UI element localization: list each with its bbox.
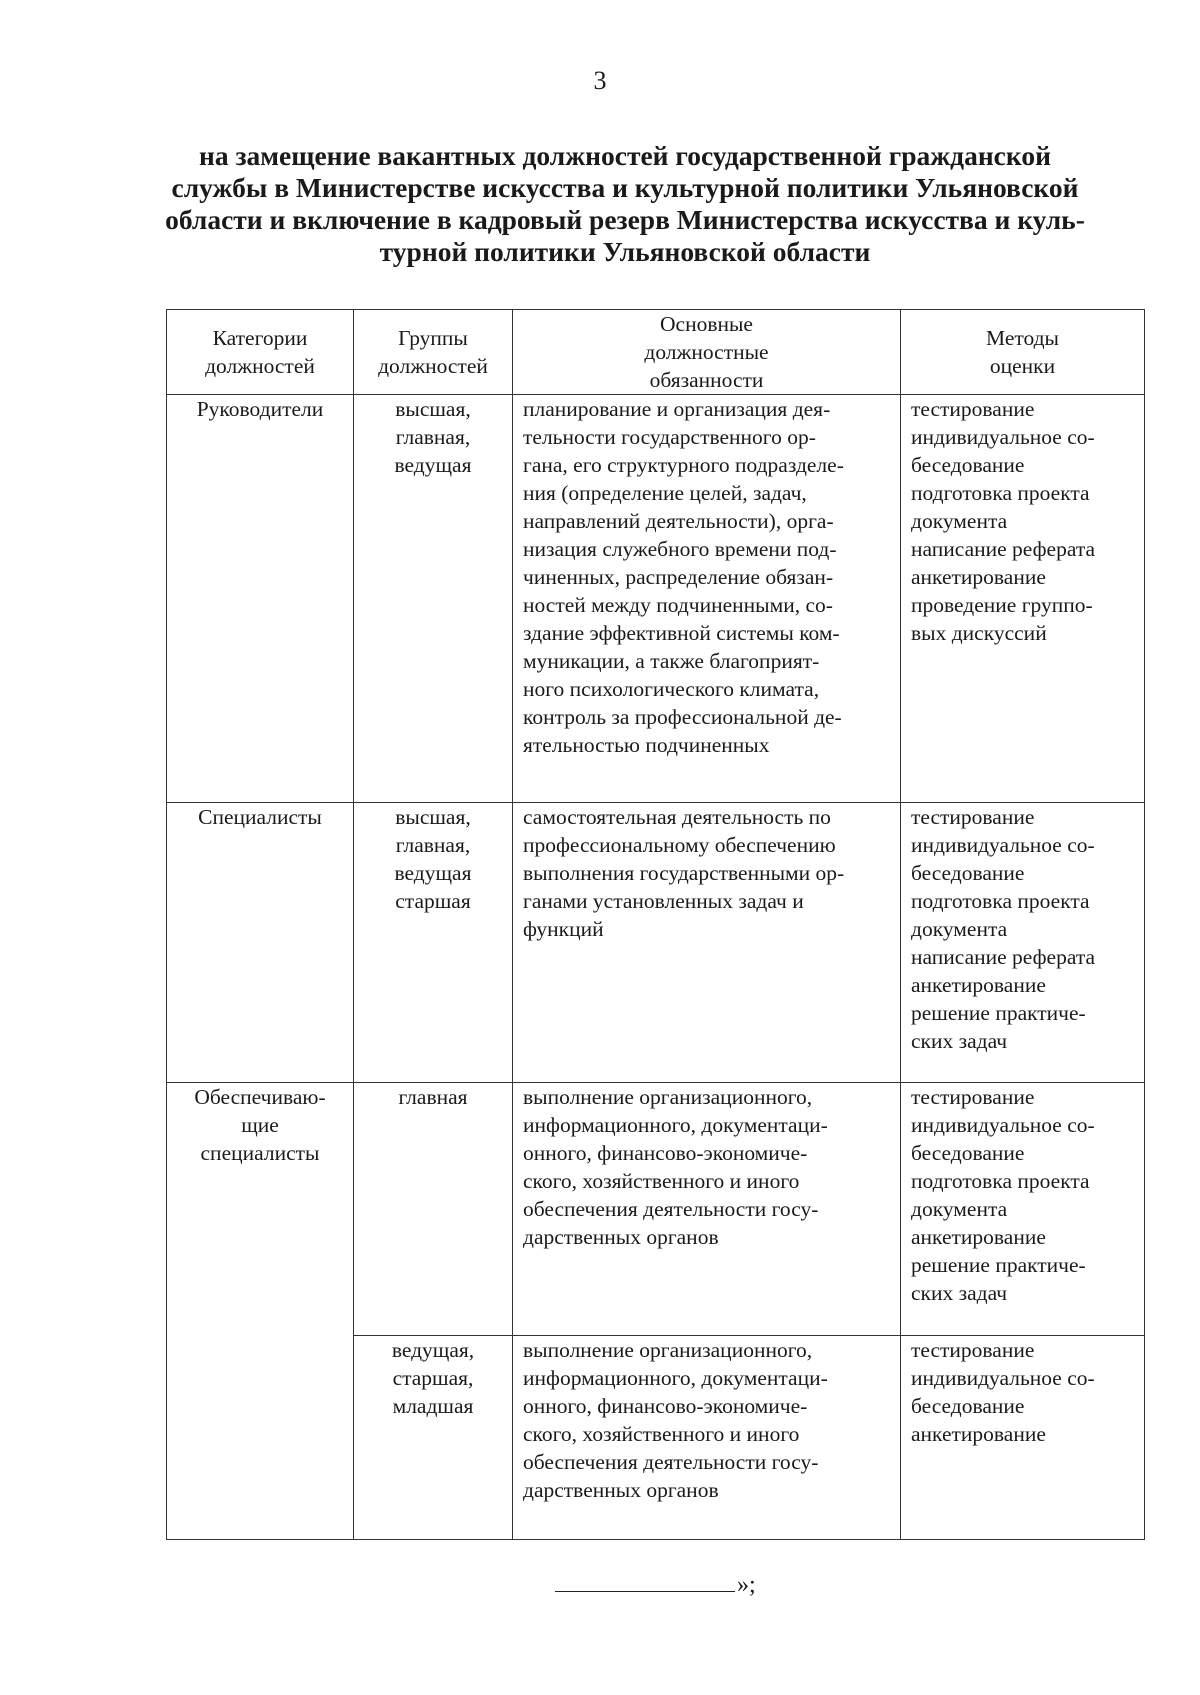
cell-text: тестирование <box>911 805 1035 829</box>
cell-text: подготовка проекта <box>911 481 1090 505</box>
cell-text: низация служебного времени под- <box>523 537 837 561</box>
positions-table <box>166 309 1145 1540</box>
cell-text: высшая, <box>395 805 471 829</box>
cell-text: ведущая <box>394 453 472 477</box>
cell-text: самостоятельная деятельность по <box>523 805 831 829</box>
cell-text: документа <box>911 1197 1008 1221</box>
header-text: Группы <box>398 326 468 350</box>
header-category <box>167 310 354 395</box>
category-cell <box>167 395 354 803</box>
cell-text: решение практиче- <box>911 1253 1086 1277</box>
cell-text: беседование <box>911 1394 1025 1418</box>
cell-text: здание эффективной системы ком- <box>523 621 840 645</box>
cell-text: анкетирование <box>911 1225 1046 1249</box>
cell-text: обеспечения деятельности госу- <box>523 1197 819 1221</box>
cell-text: тельности государственного ор- <box>523 425 816 449</box>
cell-text: индивидуальное со- <box>911 1366 1095 1390</box>
header-methods <box>901 310 1145 395</box>
cell-text: онного, финансово-экономиче- <box>523 1141 808 1165</box>
methods-cell <box>901 1336 1145 1540</box>
cell-text: старшая, <box>392 1366 474 1390</box>
header-text: должностей <box>378 354 488 378</box>
cell-text: анкетирование <box>911 565 1046 589</box>
header-text: Методы <box>985 326 1059 350</box>
cell-text: главная <box>398 1085 468 1109</box>
cell-text: тестирование <box>911 397 1035 421</box>
table-row <box>167 395 1145 803</box>
cell-text: Руководители <box>196 397 324 421</box>
cell-text: решение практиче- <box>911 1001 1086 1025</box>
header-text: Категории <box>212 326 308 350</box>
cell-text: главная, <box>395 833 471 857</box>
cell-text: ведущая <box>394 861 472 885</box>
cell-text: дарственных органов <box>523 1225 719 1249</box>
document-heading <box>150 140 1100 268</box>
cell-text: написание реферата <box>911 945 1096 969</box>
cell-text: подготовка проекта <box>911 1169 1090 1193</box>
cell-text: ганами установленных задач и <box>523 889 804 913</box>
cell-text: выполнение организационного, <box>523 1338 813 1362</box>
cell-text: проведение группо- <box>911 593 1093 617</box>
heading-line: на замещение вакантных должностей государственной гражданской <box>199 140 1051 171</box>
cell-text: ния (определение целей, задач, <box>523 481 807 505</box>
header-text: должностей <box>205 354 315 378</box>
methods-cell <box>901 395 1145 803</box>
page-number: 3 <box>593 66 607 95</box>
cell-text: ского, хозяйственного и иного <box>523 1422 800 1446</box>
cell-text: ведущая, <box>391 1338 475 1362</box>
cell-text: подготовка проекта <box>911 889 1090 913</box>
groups-cell <box>354 395 513 803</box>
cell-text: вых дискуссий <box>911 621 1047 645</box>
closing-quote: »; <box>737 1572 756 1598</box>
cell-text: беседование <box>911 861 1025 885</box>
cell-text: ятельностью подчиненных <box>523 733 770 757</box>
cell-text: ного психологического климата, <box>523 677 820 701</box>
cell-text: специалисты <box>200 1141 320 1165</box>
cell-text: функций <box>523 917 604 941</box>
cell-text: документа <box>911 509 1008 533</box>
cell-text: младшая <box>392 1394 474 1418</box>
cell-text: ского, хозяйственного и иного <box>523 1169 800 1193</box>
cell-text: обеспечения деятельности госу- <box>523 1450 819 1474</box>
closing-mark <box>555 1572 756 1599</box>
cell-text: главная, <box>395 425 471 449</box>
table-header-row <box>167 310 1145 395</box>
category-cell <box>167 803 354 1083</box>
cell-text: документа <box>911 917 1008 941</box>
cell-text: анкетирование <box>911 1422 1046 1446</box>
cell-text: чиненных, распределение обязан- <box>523 565 834 589</box>
methods-cell <box>901 803 1145 1083</box>
duties-cell <box>513 1083 901 1336</box>
header-text: Основные <box>660 312 753 336</box>
cell-text: тестирование <box>911 1085 1035 1109</box>
cell-text: щие <box>241 1113 279 1137</box>
cell-text: анкетирование <box>911 973 1046 997</box>
duties-cell <box>513 1336 901 1540</box>
cell-text: беседование <box>911 453 1025 477</box>
methods-cell <box>901 1083 1145 1336</box>
cell-text: ских задач <box>911 1029 1008 1053</box>
cell-text: профессиональному обеспечению <box>523 833 836 857</box>
cell-text: дарственных органов <box>523 1478 719 1502</box>
header-duties <box>513 310 901 395</box>
heading-line: службы в Министерстве искусства и культурной политики Ульяновской <box>171 172 1079 203</box>
cell-text: написание реферата <box>911 537 1096 561</box>
cell-text: Специалисты <box>198 805 322 829</box>
header-text: оценки <box>989 354 1056 378</box>
cell-text: выполнение организационного, <box>523 1085 813 1109</box>
cell-text: ских задач <box>911 1281 1008 1305</box>
signature-line <box>555 1573 735 1592</box>
cell-text: ностей между подчиненными, со- <box>523 593 833 617</box>
duties-cell <box>513 395 901 803</box>
cell-text: информационного, документаци- <box>523 1366 828 1390</box>
cell-text: высшая, <box>395 397 471 421</box>
cell-text: тестирование <box>911 1338 1035 1362</box>
cell-text: направлений деятельности), орга- <box>523 509 834 533</box>
cell-text: беседование <box>911 1141 1025 1165</box>
cell-text: контроль за профессиональной де- <box>523 705 842 729</box>
cell-text: индивидуальное со- <box>911 1113 1095 1137</box>
groups-cell <box>354 1083 513 1336</box>
header-text: обязанности <box>649 368 764 392</box>
table-row <box>167 803 1145 1083</box>
cell-text: информационного, документаци- <box>523 1113 828 1137</box>
groups-cell <box>354 803 513 1083</box>
duties-cell <box>513 803 901 1083</box>
cell-text: гана, его структурного подразделе- <box>523 453 844 477</box>
header-text: должностные <box>644 340 769 364</box>
heading-line: области и включение в кадровый резерв Министерства искусства и куль- <box>165 204 1085 235</box>
cell-text: онного, финансово-экономиче- <box>523 1394 808 1418</box>
cell-text: муникации, а также благоприят- <box>523 649 820 673</box>
category-cell <box>167 1083 354 1540</box>
cell-text: планирование и организация дея- <box>523 397 831 421</box>
cell-text: выполнения государственными ор- <box>523 861 845 885</box>
cell-text: индивидуальное со- <box>911 833 1095 857</box>
cell-text: старшая <box>395 889 471 913</box>
table-row <box>167 1083 1145 1336</box>
cell-text: Обеспечиваю- <box>194 1085 326 1109</box>
groups-cell <box>354 1336 513 1540</box>
cell-text: индивидуальное со- <box>911 425 1095 449</box>
header-groups <box>354 310 513 395</box>
heading-line: турной политики Ульяновской области <box>379 236 871 267</box>
